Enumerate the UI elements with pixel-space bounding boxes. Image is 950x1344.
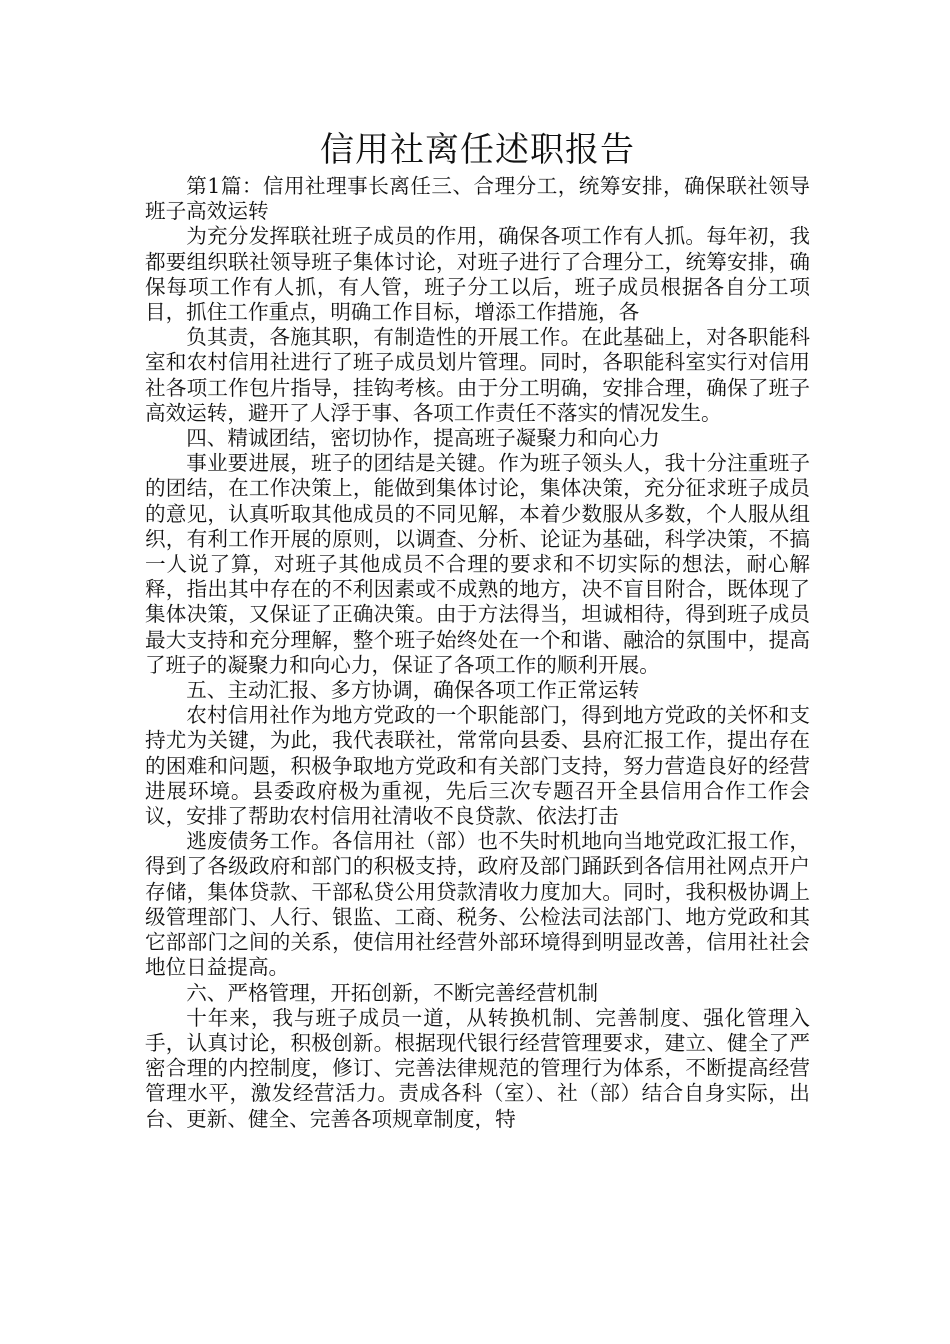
document-page: [145, 128, 810, 1132]
document-title: 信用社离任述职报告: [320, 130, 635, 170]
paragraph: 负其责，各施其职，有制造性的开展工作。在此基础上，对各职能科室和农村信用社进行了班子成员划片管理。同时，各职能科室实行对信用社各项工作包片指导，挂钩考核。由于分工明确，安排合理，确保了班子高效运转，避开了人浮于事、各项工作责任不落实的情况发生。: [145, 325, 810, 425]
paragraph: 十年来，我与班子成员一道，从转换机制、完善制度、强化管理入手，认真讨论，积极创新。根据现代银行经营管理要求，建立、健全了严密合理的内控制度，修订、完善法律规范的管理行为体系，不断提高经营管理水平，激发经营活力。责成各科（室）、社（部）结合自身实际，出台、更新、健全、完善各项规章制度，特: [145, 1005, 810, 1131]
paragraph: 事业要进展，班子的团结是关键。作为班子领头人，我十分注重班子的团结，在工作决策上，能做到集体讨论，集体决策，充分征求班子成员的意见，认真听取其他成员的不同见解，本着少数服从多数，个人服从组织，有利工作开展的原则，以调查、分析、论证为基础，科学决策，不搞一人说了算，对班子其他成员不合理的要求和不切实际的想法，耐心解释，指出其中存在的不利因素或不成熟的地方，决不盲目附合，既体现了集体决策，又保证了正确决策。由于方法得当，坦诚相待，得到班子成员最大支持和充分理解，整个班子始终处在一个和谐、融洽的氛围中，提高了班子的凝聚力和向心力，保证了各项工作的顺利开展。: [145, 451, 810, 677]
section-heading: 六、严格管理，开拓创新，不断完善经营机制: [186, 980, 599, 1005]
paragraph: 第1篇：信用社理事长离任三、合理分工，统筹安排，确保联社领导班子高效运转: [145, 174, 810, 224]
section-heading: 五、主动汇报、多方协调，确保各项工作正常运转: [186, 678, 640, 703]
section-heading: 四、精诚团结，密切协作，提高班子凝聚力和向心力: [186, 426, 660, 451]
paragraph: 为充分发挥联社班子成员的作用，确保各项工作有人抓。每年初，我都要组织联社领导班子集体讨论，对班子进行了合理分工，统筹安排，确保每项工作有人抓，有人管，班子分工以后，班子成员根据各自分工项目，抓住工作重点，明确工作目标，增添工作措施，各: [145, 224, 810, 325]
paragraph: 逃废债务工作。各信用社（部）也不失时机地向当地党政汇报工作，得到了各级政府和部门的积极支持，政府及部门踊跃到各信用社网点开户存储，集体贷款、干部私贷公用贷款清收力度加大。同时，我积极协调上级管理部门、人行、银监、工商、税务、公检法司法部门、地方党政和其它部部门之间的关系，使信用社经营外部环境得到明显改善，信用社社会地位日益提高。: [145, 829, 810, 980]
paragraph: 农村信用社作为地方党政的一个职能部门，得到地方党政的关怀和支持尤为关键，为此，我代表联社，常常向县委、县府汇报工作，提出存在的困难和问题，积极争取地方党政和有关部门支持，努力营造良好的经营进展环境。县委政府极为重视，先后三次专题召开全县信用合作工作会议，安排了帮助农村信用社清收不良贷款、依法打击: [145, 703, 810, 829]
